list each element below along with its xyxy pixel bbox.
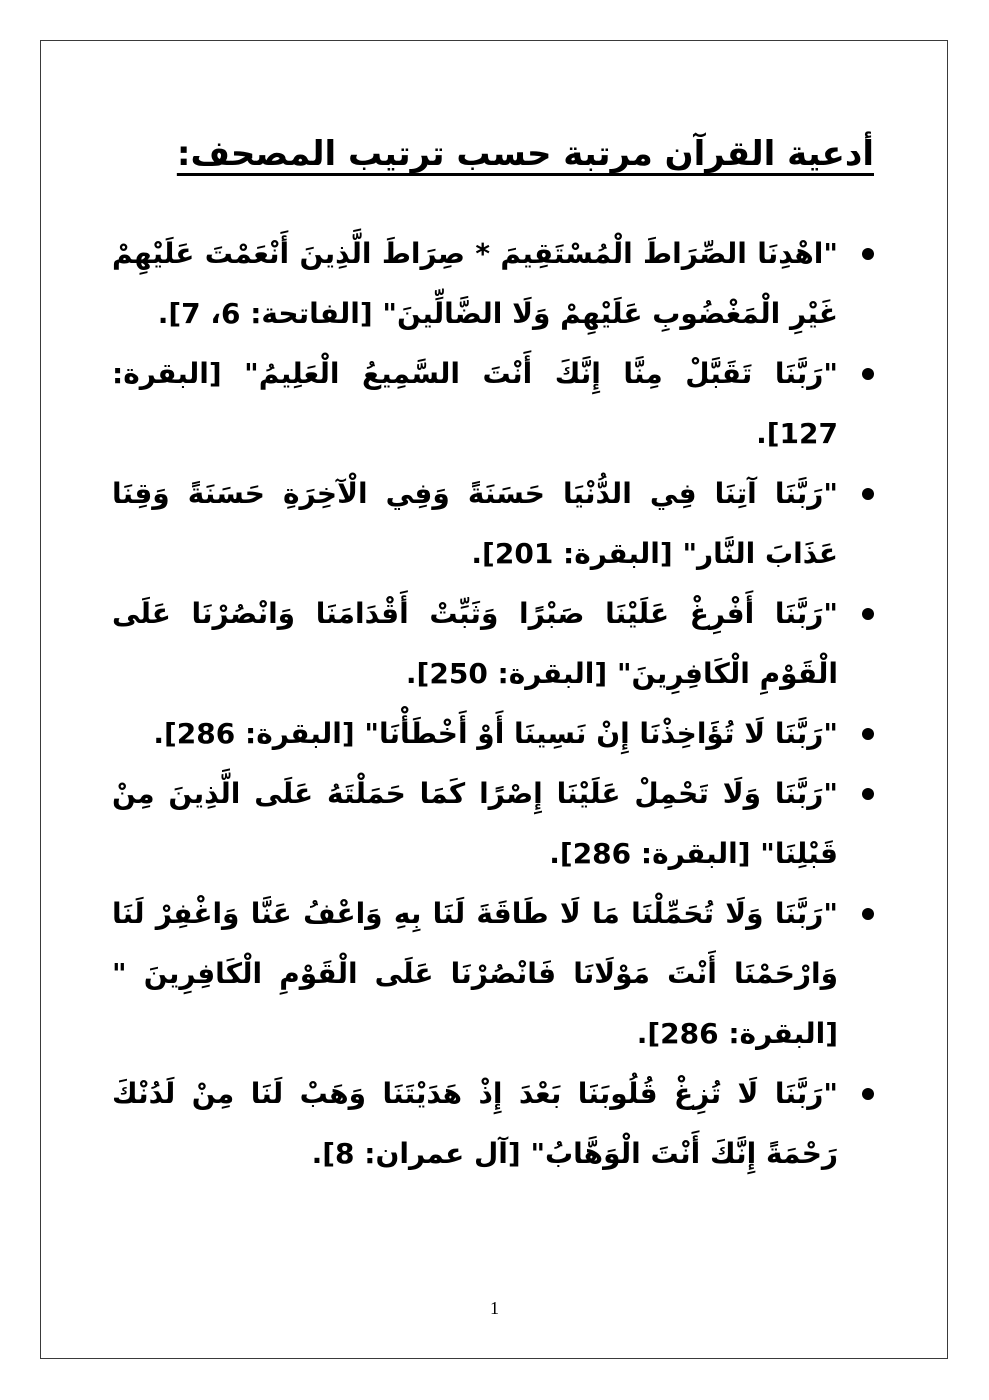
list-item bbox=[112, 584, 874, 704]
list-item bbox=[112, 1064, 874, 1184]
dua-text: "رَبَّنَا أَفْرِغْ عَلَيْنَا صَبْرًا وَثَبِّتْ أَقْدَامَنَا وَانْصُرْنَا عَلَى الْقَوْمِ الْكَافِرِينَ" [البقرة: 250]. bbox=[112, 597, 838, 690]
page-number: 1 bbox=[490, 1298, 499, 1318]
dua-list bbox=[112, 224, 874, 1184]
dua-text: "اهْدِنَا الصِّرَاطَ الْمُسْتَقِيمَ * صِرَاطَ الَّذِينَ أَنْعَمْتَ عَلَيْهِمْ غَيْرِ الْمَغْضُوبِ عَلَيْهِمْ وَلَا الضَّالِّينَ" [الفاتحة: 6، 7]. bbox=[112, 237, 838, 330]
list-item bbox=[112, 464, 874, 584]
dua-text: "رَبَّنَا لَا تُؤَاخِذْنَا إِنْ نَسِينَا أَوْ أَخْطَأْنَا" [البقرة: 286]. bbox=[153, 717, 838, 750]
document-title: أدعية القرآن مرتبة حسب ترتيب المصحف: bbox=[176, 134, 874, 174]
dua-text: "رَبَّنَا تَقَبَّلْ مِنَّا إِنَّكَ أَنْتَ السَّمِيعُ الْعَلِيمُ" [البقرة: 127]. bbox=[112, 357, 838, 450]
list-item bbox=[112, 344, 874, 464]
list-item bbox=[112, 224, 874, 344]
dua-text: "رَبَّنَا وَلَا تُحَمِّلْنَا مَا لَا طَاقَةَ لَنَا بِهِ وَاعْفُ عَنَّا وَاغْفِرْ لَنَا وَارْحَمْنَا أَنْتَ مَوْلَانَا فَانْصُرْنَا عَلَى الْقَوْمِ الْكَافِرِينَ " [البقرة: 286]. bbox=[112, 897, 838, 1050]
document-content bbox=[112, 110, 874, 1184]
bullet-icon bbox=[862, 1088, 874, 1100]
list-item bbox=[112, 884, 874, 1064]
bullet-icon bbox=[862, 788, 874, 800]
list-item bbox=[112, 764, 874, 884]
bullet-icon bbox=[862, 728, 874, 740]
bullet-icon bbox=[862, 248, 874, 260]
bullet-icon bbox=[862, 488, 874, 500]
dua-text: "رَبَّنَا وَلَا تَحْمِلْ عَلَيْنَا إِصْرًا كَمَا حَمَلْتَهُ عَلَى الَّذِينَ مِنْ قَبْلِنَا" [البقرة: 286]. bbox=[112, 777, 838, 870]
bullet-icon bbox=[862, 908, 874, 920]
list-item bbox=[112, 704, 874, 764]
dua-text: "رَبَّنَا آتِنَا فِي الدُّنْيَا حَسَنَةً وَفِي الْآخِرَةِ حَسَنَةً وَقِنَا عَذَابَ النَّار" [البقرة: 201]. bbox=[112, 477, 838, 570]
bullet-icon bbox=[862, 608, 874, 620]
dua-text: "رَبَّنَا لَا تُزِغْ قُلُوبَنَا بَعْدَ إِذْ هَدَيْتَنَا وَهَبْ لَنَا مِنْ لَدُنْكَ رَحْمَةً إِنَّكَ أَنْتَ الْوَهَّابُ" [آل عمران: 8]. bbox=[112, 1077, 838, 1170]
bullet-icon bbox=[862, 368, 874, 380]
